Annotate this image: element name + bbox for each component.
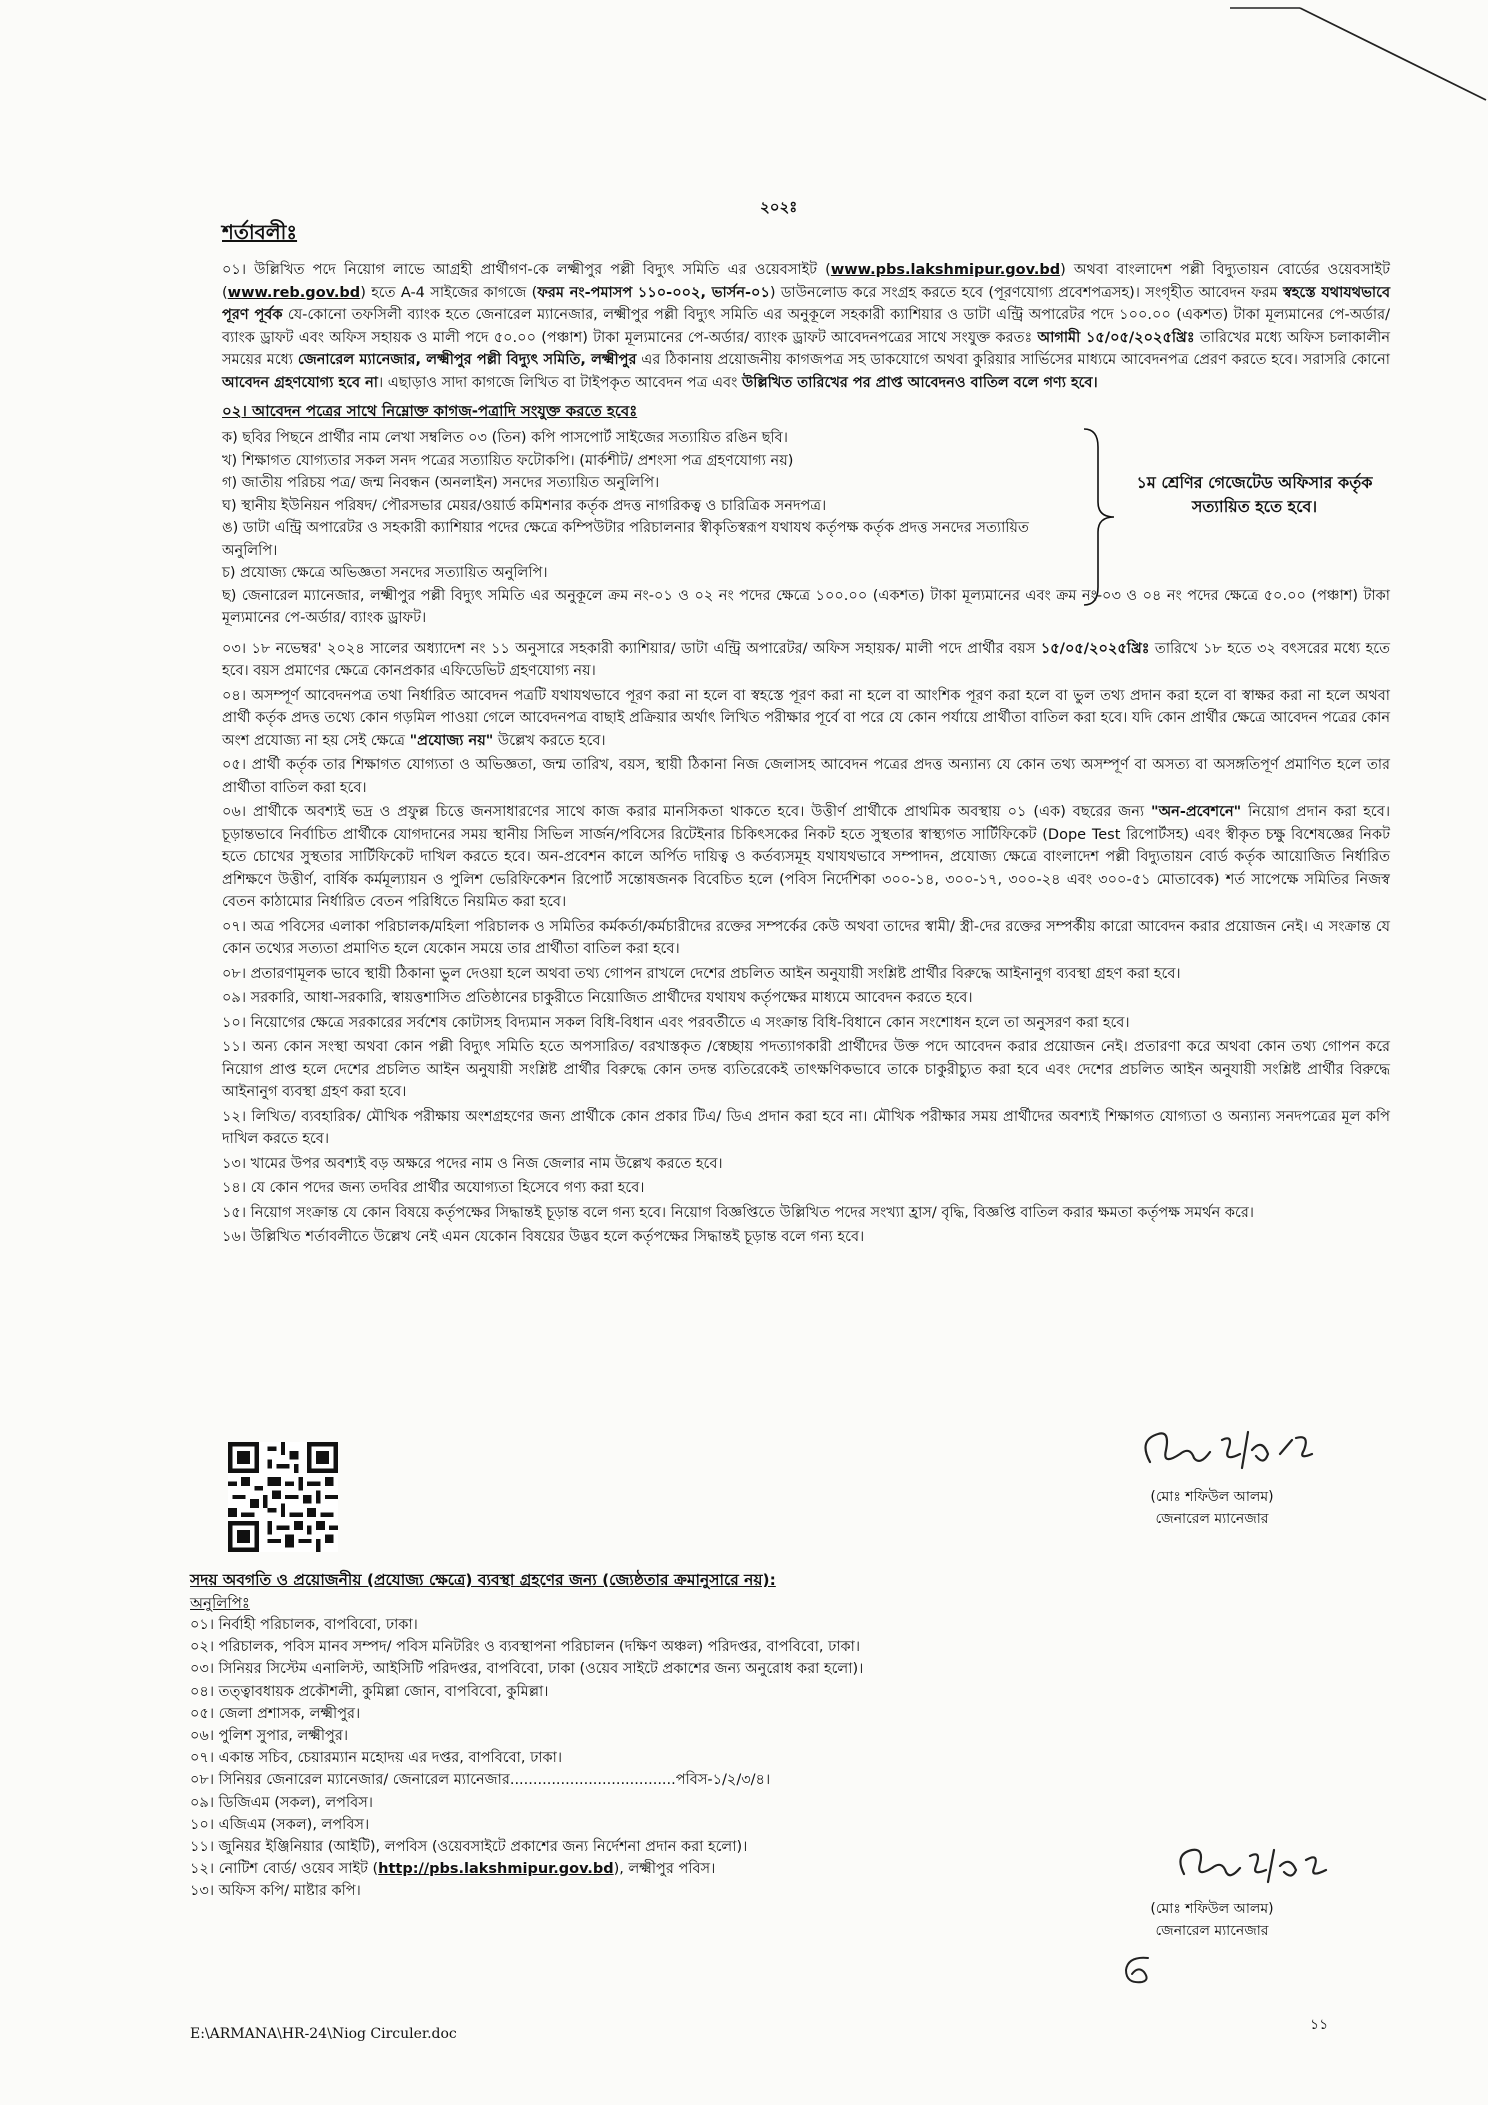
attestation-note: ১ম শ্রেণির গেজেটেড অফিসার কর্তৃক সত্যায়িত হতে হবে।: [1136, 473, 1373, 516]
signature-block-1: [1112, 1486, 1312, 1530]
cc-item: ১২। নোটিশ বোর্ড/ ওয়েব সাইট (http://pbs.lakshmipur.gov.bd), লক্ষ্মীপুর পবিস।: [190, 1861, 716, 1878]
condition-12: ১২। লিখিত/ ব্যবহারিক/ মৌখিক পরীক্ষায় অংশগ্রহণের জন্য প্রার্থীকে কোন প্রকার টিএ/ ডিএ প্রদান করা হবে না। মৌখিক পরীক্ষার সময় প্রার্থীদের অবশ্যই শিক্ষাগত যোগ্যতা ও অন্যান্য সনদপত্রের মূল কপি দাখিল করতে হবে।: [222, 1108, 1390, 1147]
initial-mark: [1118, 1950, 1158, 1990]
condition-13: ১৩। খামের উপর অবশ্যই বড় অক্ষরে পদের নাম ও নিজ জেলার নাম উল্লেখ করতে হবে।: [222, 1155, 723, 1172]
condition-04: ০৪। অসম্পূর্ণ আবেদনপত্র তথা নির্ধারিত আবেদন পত্রটি যথাযথভাবে পূরণ করা না হলে বা স্বহস্তে পূরণ করা না হলে বা আংশিক পূরণ করা হলে বা ভুল তথ্য প্রদান করা হলে বা স্বাক্ষর করা না হলে অথবা প্রার্থী কর্তৃক প্রদত্ত তথ্যে কোন গড়মিল পাওয়া গেলে আবেদনপত্র বাছাই প্রক্রিয়ার অর্থাৎ লিখিত পরীক্ষার পূর্বে বা পরে যে কোন পর্যায়ে প্রার্থীতা বাতিল করা হবে। যদি কোন প্রার্থীর ক্ষেত্রে আবেদন পত্রের কোন অংশ প্রযোজ্য না হয় সেই ক্ষেত্রে "প্রযোজ্য নয়" উল্লেখ করতে হবে।: [222, 687, 1390, 749]
document-item: খ) শিক্ষাগত যোগ্যতার সকল সনদ পত্রের সত্যায়িত ফটোকপি। (মার্কশীট/ প্রশংসা পত্র গ্রহণযোগ্য নয়): [222, 452, 794, 469]
condition-16: ১৬। উল্লিখিত শর্তাবলীতে উল্লেখ নেই এমন যেকোন বিষয়ের উদ্ভব হলে কর্তৃপক্ষের সিদ্ধান্তই চূড়ান্ত বলে গন্য হবে।: [222, 1229, 865, 1245]
reb-website-link[interactable]: www.reb.gov.bd: [227, 284, 361, 301]
condition-14: ১৪। যে কোন পদের জন্য তদবির প্রার্থীর অযোগ্যতা হিসেবে গণ্য করা হবে।: [222, 1180, 645, 1196]
cc-item: ০৯। ডিজিএম (সকল), লপবিস।: [190, 1794, 373, 1811]
document-item-cha: ছ) জেনারেল ম্যানেজার, লক্ষ্মীপুর পল্লী বিদ্যুৎ সমিতি এর অনুকূলে ক্রম নং-০১ ও ০২ নং পদের ক্ষেত্রে ১০০.০০ (একশত) টাকা মূল্যমানের এবং ক্রম নং-০৩ ও ০৪ নং পদের ক্ষেত্রে ৫০.০০ (পঞ্চাশ) টাকা মূল্যমানের পে-অর্ডার/ ব্যাংক ড্রাফট।: [222, 587, 1390, 626]
document-item: ক) ছবির পিছনে প্রার্থীর নাম লেখা সম্বলিত ০৩ (তিন) কপি পাসপোর্ট সাইজের সত্যায়িত রঙিন ছবি।: [222, 430, 788, 446]
condition-08: ০৮। প্রতারণামূলক ভাবে স্থায়ী ঠিকানা ভুল দেওয়া হলে অথবা তথ্য গোপন রাখলে দেশের প্রচলিত আইন অনুযায়ী সংশ্লিষ্ট প্রার্থীর বিরুদ্ধে আইনানুগ ব্যবস্থা গ্রহণ করা হবে।: [222, 965, 1181, 982]
documents-block: [222, 427, 1390, 585]
condition-05: ০৫। প্রার্থী কর্তৃক তার শিক্ষাগত যোগ্যতা ও অভিজ্ঞতা, জন্ম তারিখ, বয়স, স্থায়ী ঠিকানা নিজ জেলাসহ আবেদন পত্রের প্রদত্ত অন্যান্য যে কোন তথ্য অসম্পূর্ণ বা অসত্য বা অসঙ্গতিপূর্ণ প্রমাণিত হলে তার প্রার্থীতা বাতিল করা হবে।: [222, 757, 1390, 796]
handwritten-signature: [1170, 1830, 1340, 1890]
cc-item: ১১। জুনিয়র ইঞ্জিনিয়ার (আইটি), লপবিস (ওয়েবসাইটে প্রকাশের জন্য নির্দেশনা প্রদান করা হলো)।: [190, 1839, 748, 1856]
signer-designation: জেনারেল ম্যানেজার: [1155, 1511, 1269, 1527]
cc-item: ০৫। জেলা প্রশাসক, লক্ষ্মীপুর।: [190, 1705, 361, 1722]
cc-item: ০৬। পুলিশ সুপার, লক্ষ্মীপুর।: [190, 1728, 349, 1745]
handwritten-signature: [1130, 1410, 1330, 1480]
condition-10: ১০। নিয়োগের ক্ষেত্রে সরকারের সর্বশেষ কোটাসহ বিদ্যমান সকল বিধি-বিধান এবং পরবর্তীতে এ সংক্রান্ত বিধি-বিধানে কোন সংশোধন হলে তা অনুসরণ করা হবে।: [222, 1014, 1130, 1031]
right-brace: [1082, 427, 1116, 607]
scan-edge-line: [0, 0, 1488, 120]
signer-name: (মোঃ শফিউল আলম): [1150, 1489, 1274, 1505]
documents-heading: ০২। আবেদন পত্রের সাথে নিম্নোক্ত কাগজ-পত্রাদি সংযুক্ত করতে হবেঃ: [222, 402, 638, 420]
cc-title: সদয় অবগতি ও প্রয়োজনীয় (প্রযোজ্য ক্ষেত্রে) ব্যবস্থা গ্রহণের জন্য (জ্যেষ্ঠতার ক্রমানুসারে নয়):: [190, 1571, 776, 1589]
conditions-section: [222, 218, 1390, 1251]
footer-page-number: ১১: [1310, 2017, 1329, 2033]
condition-07: ০৭। অত্র পবিসের এলাকা পরিচালক/মহিলা পরিচালক ও সমিতির কর্মকর্তা/কর্মচারীদের রক্তের সম্পর্কের কেউ অথবা তাদের স্বামী/ স্ত্রী-দের রক্তের সম্পর্কীয় কারো আবেদন করার প্রয়োজন নেই। এ সংক্রান্ত যে কোন তথ্যের সত্যতা প্রমাণিত হলে যেকোন সময়ে তার প্রার্থীতা বাতিল করা হবে।: [222, 918, 1390, 957]
signer-name: (মোঃ শফিউল আলম): [1150, 1901, 1274, 1917]
condition-01: ০১। উল্লিখিত পদে নিয়োগ লাভে আগ্রহী প্রার্থীগণ-কে লক্ষ্মীপুর পল্লী বিদ্যুৎ সমিতি এর ওয়েবসাইট (www.pbs.lakshmipur.gov.bd) অথবা বাংলাদেশ পল্লী বিদ্যুতায়ন বোর্ডের ওয়েবসাইট (www.reb.gov.bd) হতে A-4 সাইজের কাগজে (ফরম নং-পমাসপ ১১০-০০২, ভার্সন-০১) ডাউনলোড করে সংগ্রহ করতে হবে (পূরণযোগ্য প্রবেশপত্রসহ)। সংগৃহীত আবেদন ফরম স্বহস্তে যথাযথভাবে পূরণ পূর্বক যে-কোনো তফসিলী ব্যাংক হতে জেনারেল ম্যানেজার, লক্ষ্মীপুর পল্লী বিদ্যুৎ সমিতি এর অনুকূলে সহকারী ক্যাশিয়ার ও ডাটা এন্ট্রি অপারেটর পদে ১০০.০০ (একশত) টাকা মূল্যমানের পে-অর্ডার/ ব্যাংক ড্রাফট এবং অফিস সহায়ক ও মালী পদে ৫০.০০ (পঞ্চাশ) টাকা মূল্যমানের পে-অর্ডার/ ব্যাংক ড্রাফট আবেদনপত্রের সাথে সংযুক্ত করতঃ আগামী ১৫/০৫/২০২৫খ্রিঃ তারিখের মধ্যে অফিস চলাকালীন সময়ের মধ্যে জেনারেল ম্যানেজার, লক্ষ্মীপুর পল্লী বিদ্যুৎ সমিতি, লক্ষ্মীপুর এর ঠিকানায় প্রয়োজনীয় কাগজপত্র সহ ডাকযোগে অথবা কুরিয়ার সার্ভিসের মাধ্যমে আবেদনপত্র প্রেরণ করতে হবে। সরাসরি কোনো আবেদন গ্রহণযোগ্য হবে না। এছাড়াও সাদা কাগজে লিখিত বা টাইপকৃত আবেদন পত্র এবং উল্লিখিত তারিখের পর প্রাপ্ত আবেদনও বাতিল বলে গণ্য হবে।: [222, 262, 1391, 391]
page-number: ২০২ঃ: [760, 198, 798, 216]
notice-website-link[interactable]: http://pbs.lakshmipur.gov.bd: [378, 1861, 614, 1878]
condition-15: ১৫। নিয়োগ সংক্রান্ত যে কোন বিষয়ে কর্তৃপক্ষের সিদ্ধান্তই চূড়ান্ত বলে গন্য হবে। নিয়োগ বিজ্ঞপ্তিতে উল্লিখিত পদের সংখ্যা হ্রাস/ বৃদ্ধি, বিজ্ঞপ্তি বাতিল করার ক্ষমতা কর্তৃপক্ষ সমর্থন করে।: [222, 1204, 1254, 1221]
cc-subtitle: অনুলিপিঃ: [190, 1594, 250, 1612]
conditions-heading: শর্তাবলীঃ: [222, 220, 298, 244]
footer-file-path: E:\ARMANA\HR-24\Niog Circuler.doc: [190, 2026, 457, 2042]
condition-11: ১১। অন্য কোন সংস্থা অথবা কোন পল্লী বিদ্যুৎ সমিতি হতে অপসারিত/ বরখাস্তকৃত /স্বেচ্ছায় পদত্যাগকারী প্রার্থীদের উক্ত পদে আবেদন করার প্রয়োজন নেই। প্রতারণা করে অথবা কোন তথ্য গোপন করে নিয়োগ প্রাপ্ত হলে দেশের প্রচলিত আইন অনুযায়ী সংশ্লিষ্ট প্রার্থীর বিরুদ্ধে কোন তদন্ত ব্যতিরেকেই তাৎক্ষণিকভাবে তাকে চাকুরীচ্যুত করা হবে এবং দেশের প্রচলিত আইন অনুযায়ী সংশ্লিষ্ট প্রার্থীর বিরুদ্ধে আইনানুগ ব্যবস্থা গ্রহণ করা হবে।: [222, 1039, 1390, 1100]
cc-item: ০১। নির্বাহী পরিচালক, বাপবিবো, ঢাকা।: [190, 1617, 418, 1633]
cc-item: ০৪। তত্ত্বাবধায়ক প্রকৌশলী, কুমিল্লা জোন, বাপবিবো, কুমিল্লা।: [190, 1683, 549, 1700]
signature-block-2: [1112, 1898, 1312, 1942]
document-item: গ) জাতীয় পরিচয় পত্র/ জন্ম নিবন্ধন (অনলাইন) সনদের সত্যায়িত অনুলিপি।: [222, 475, 660, 491]
signer-designation: জেনারেল ম্যানেজার: [1155, 1923, 1269, 1939]
qr-code[interactable]: [228, 1442, 338, 1552]
cc-item: ০২। পরিচালক, পবিস মানব সম্পদ/ পবিস মনিটরিং ও ব্যবস্থাপনা পরিচালন (দক্ষিণ অঞ্চল) পরিদপ্তর, বাপবিবো, ঢাকা।: [190, 1639, 861, 1656]
condition-03: ০৩। ১৮ নভেম্বর' ২০২৪ সালের অধ্যাদেশ নং ১১ অনুসারে সহকারী ক্যাশিয়ার/ ডাটা এন্ট্রি অপারেটর/ অফিস সহায়ক/ মালী পদে প্রার্থীর বয়স ১৫/০৫/২০২৫খ্রিঃ তারিখে ১৮ হতে ৩২ বৎসরের মধ্যে হতে হবে। বয়স প্রমাণের ক্ষেত্রে কোনপ্রকার এফিডেভিট গ্রহণযোগ্য নয়।: [222, 640, 1390, 679]
document-item: চ) প্রযোজ্য ক্ষেত্রে অভিজ্ঞতা সনদের সত্যায়িত অনুলিপি।: [222, 565, 548, 581]
cc-item: ০৭। একান্ত সচিব, চেয়ারম্যান মহোদয় এর দপ্তর, বাপবিবো, ঢাকা।: [190, 1750, 563, 1767]
condition-09: ০৯। সরকারি, আধা-সরকারি, স্বায়ত্তশাসিত প্রতিষ্ঠানের চাকুরীতে নিয়োজিত প্রার্থীদের যথাযথ কর্তৃপক্ষের মাধ্যমে আবেদন করতে হবে।: [222, 990, 973, 1006]
cc-item: ১৩। অফিস কপি/ মাষ্টার কপি।: [190, 1883, 361, 1900]
document-item: ঘ) স্থানীয় ইউনিয়ন পরিষদ/ পৌরসভার মেয়র/ওয়ার্ড কমিশনার কর্তৃক প্রদত্ত নাগরিকত্ব ও চারিত্রিক সনদপত্র।: [222, 497, 827, 514]
cc-list: [190, 1614, 863, 1903]
documents-list: [222, 427, 1072, 585]
cc-item: ০৩। সিনিয়র সিস্টেম এনালিস্ট, আইসিটি পরিদপ্তর, বাপবিবো, ঢাকা (ওয়েব সাইটে প্রকাশের জন্য অনুরোধ করা হলো)।: [190, 1661, 864, 1678]
cc-item: ০৮। সিনিয়র জেনারেল ম্যানেজার/ জেনারেল ম্যানেজার....................................পবিস-১/২/৩/৪।: [190, 1772, 771, 1789]
document-item: ঙ) ডাটা এন্ট্রি অপারেটর ও সহকারী ক্যাশিয়ার পদের ক্ষেত্রে কম্পিউটার পরিচালনার স্বীকৃতিস্বরূপ যথাযথ কর্তৃপক্ষ কর্তৃক প্রদত্ত সনদের সত্যায়িত অনুলিপি।: [222, 520, 1029, 559]
condition-06: ০৬। প্রার্থীকে অবশ্যই ভদ্র ও প্রফুল্ল চিত্তে জনসাধারণের সাথে কাজ করার মানসিকতা থাকতে হবে। উত্তীর্ণ প্রার্থীকে প্রাথমিক অবস্থায় ০১ (এক) বছরের জন্য "অন-প্রবেশনে" নিয়োগ প্রদান করা হবে। চূড়ান্তভাবে নির্বাচিত প্রার্থীকে যোগদানের সময় স্থানীয় সিভিল সার্জন/পবিসের রিটেইনার চিকিৎসকের নিকট হতে সুস্থতার স্বাস্থ্যগত সার্টিফিকেট (Dope Test রিপোর্টসহ) এবং স্বীকৃত চক্ষু বিশেষজ্ঞের নিকট হতে চোখের সুস্থতার সার্টিফিকেট দাখিল করতে হবে। অন-প্রবেশন কালে অর্পিত দায়িত্ব ও কর্তব্যসমূহ যথাযথভাবে সম্পাদন, প্রযোজ্য ক্ষেত্রে বাংলাদেশ পল্লী বিদ্যুতায়ন বোর্ড কর্তৃক আয়োজিত নির্ধারিত প্রশিক্ষণে উত্তীর্ণ, বার্ষিক কর্মমূল্যায়ন ও পুলিশ ভেরিফিকেশন রিপোর্ট সন্তোষজনক বিবেচিত হলে (পবিস নির্দেশিকা ৩০০-১৪, ৩০০-১৭, ৩০০-২৪ এবং ৩০০-৫১ মোতাবেক) শর্ত সাপেক্ষে সমিতির নিজস্ব বেতন কাঠামোর নির্ধারিত বেতন পরিধিতে নিয়মিত করা হবে।: [222, 804, 1390, 910]
cc-item: ১০। এজিএম (সকল), লপবিস।: [190, 1816, 370, 1833]
pbs-website-link[interactable]: www.pbs.lakshmipur.gov.bd: [830, 262, 1061, 278]
